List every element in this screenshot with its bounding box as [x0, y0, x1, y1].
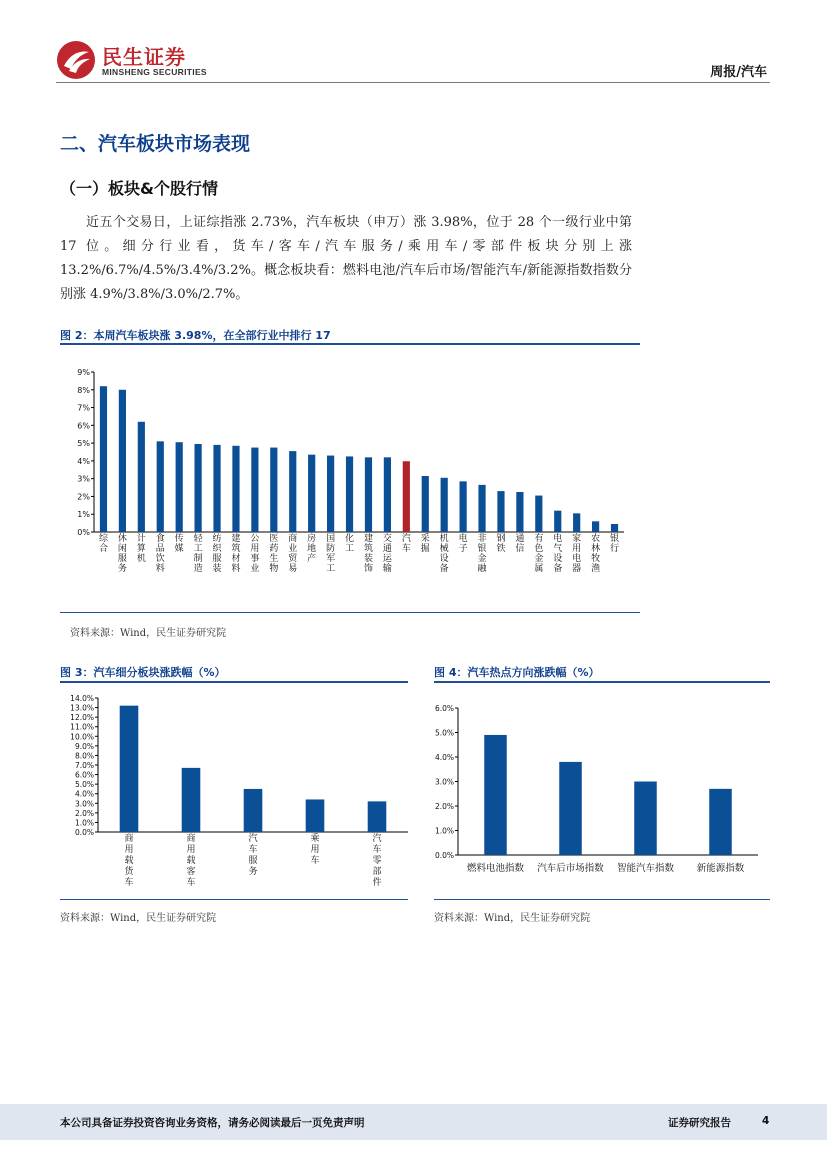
- svg-text:医: 医: [269, 534, 279, 544]
- bar: [709, 789, 732, 855]
- x-tick-label: [372, 832, 381, 888]
- svg-text:车: 车: [186, 878, 196, 888]
- svg-text:房: 房: [307, 534, 317, 544]
- x-tick-label: [610, 532, 619, 554]
- x-tick-label: [478, 532, 488, 574]
- bar: [157, 441, 164, 532]
- svg-text:计: 计: [136, 534, 146, 544]
- bar: [484, 735, 507, 855]
- svg-text:行: 行: [610, 544, 620, 554]
- figure4-top-rule: [434, 681, 770, 683]
- bar: [182, 768, 201, 832]
- svg-text:物: 物: [269, 564, 279, 574]
- svg-text:铁: 铁: [496, 544, 506, 554]
- svg-text:汽: 汽: [248, 834, 258, 844]
- svg-text:电: 电: [553, 534, 563, 544]
- y-tick-label: 2.0%: [434, 802, 454, 811]
- bar: [232, 446, 239, 532]
- svg-text:有: 有: [534, 534, 544, 544]
- x-tick-label: [137, 532, 146, 564]
- bar: [592, 521, 599, 532]
- svg-text:机: 机: [136, 554, 146, 564]
- svg-text:闲: 闲: [117, 544, 127, 554]
- header-divider: [56, 82, 770, 83]
- figure2-source: 资料来源：Wind，民生证券研究院: [70, 628, 227, 639]
- y-tick-label: 2%: [77, 492, 90, 502]
- svg-text:公: 公: [250, 534, 260, 544]
- x-tick-label: [186, 832, 195, 888]
- x-tick-label: [553, 532, 562, 574]
- x-tick-label: [175, 532, 184, 554]
- svg-text:商: 商: [186, 834, 196, 844]
- svg-text:工: 工: [193, 544, 203, 554]
- svg-text:料: 料: [155, 564, 165, 574]
- svg-text:易: 易: [288, 564, 298, 574]
- y-tick-label: 7%: [77, 403, 90, 413]
- svg-text:贸: 贸: [288, 554, 298, 564]
- figure2-top-rule: [60, 343, 640, 345]
- svg-text:载: 载: [186, 856, 196, 866]
- svg-text:食: 食: [155, 534, 165, 544]
- bar: [441, 478, 448, 532]
- bar: [213, 445, 220, 532]
- svg-text:防: 防: [326, 544, 336, 554]
- y-tick-label: 8.0%: [74, 751, 94, 761]
- svg-text:汽: 汽: [372, 834, 382, 844]
- bar: [554, 511, 561, 532]
- svg-text:商: 商: [288, 534, 298, 544]
- svg-text:造: 造: [193, 564, 203, 574]
- x-tick-label: [496, 532, 505, 554]
- svg-text:军: 军: [326, 554, 336, 564]
- bar: [195, 444, 202, 532]
- svg-text:通: 通: [515, 534, 525, 544]
- x-tick-label: [515, 533, 524, 554]
- svg-text:融: 融: [477, 564, 487, 574]
- bar: [535, 496, 542, 532]
- bar: [460, 481, 467, 532]
- x-tick-label: [307, 532, 316, 564]
- bar: [270, 448, 277, 532]
- svg-text:件: 件: [372, 878, 382, 888]
- x-tick-label: [213, 532, 223, 574]
- svg-text:筑: 筑: [231, 544, 241, 554]
- svg-text:部: 部: [372, 867, 382, 877]
- x-tick-label: [402, 532, 411, 554]
- x-tick-label: [288, 532, 298, 574]
- svg-text:子: 子: [458, 544, 468, 554]
- svg-text:运: 运: [382, 554, 392, 564]
- svg-text:备: 备: [553, 564, 563, 574]
- svg-text:产: 产: [307, 554, 317, 564]
- svg-text:纺: 纺: [212, 534, 222, 544]
- svg-text:林: 林: [591, 544, 601, 554]
- x-tick-label: [118, 532, 127, 574]
- x-tick-label: [124, 832, 134, 888]
- bar: [308, 455, 315, 532]
- svg-text:务: 务: [248, 867, 258, 877]
- y-tick-label: 8%: [77, 385, 90, 395]
- y-tick-label: 0.0%: [74, 828, 94, 837]
- svg-text:料: 料: [231, 564, 241, 574]
- svg-text:建: 建: [363, 534, 373, 544]
- svg-text:气: 气: [553, 544, 563, 554]
- svg-text:事: 事: [250, 554, 260, 564]
- bar: [559, 762, 582, 855]
- svg-text:轻: 轻: [193, 534, 203, 544]
- footer-page-number: 4: [762, 1115, 770, 1127]
- svg-text:用: 用: [310, 845, 320, 855]
- x-tick-label: [591, 532, 600, 574]
- section-subtitle: （一）板块&个股行情: [60, 179, 218, 198]
- svg-text:设: 设: [553, 554, 563, 564]
- figure4-bottom-rule: [434, 899, 770, 900]
- svg-text:用: 用: [250, 544, 260, 554]
- figure3-bottom-rule: [60, 899, 408, 900]
- bar: [611, 524, 618, 532]
- svg-text:织: 织: [212, 544, 222, 554]
- bar: [365, 457, 372, 532]
- svg-text:传: 传: [174, 534, 184, 544]
- bar: [119, 390, 126, 532]
- y-tick-label: 6.0%: [74, 770, 94, 780]
- bar: [327, 456, 334, 532]
- bar: [516, 492, 523, 532]
- svg-text:服: 服: [248, 856, 258, 866]
- x-tick-label: [269, 533, 278, 574]
- svg-text:建: 建: [231, 534, 241, 544]
- svg-text:机: 机: [439, 534, 449, 544]
- svg-text:工: 工: [326, 564, 336, 574]
- svg-text:装: 装: [212, 564, 222, 574]
- svg-text:电: 电: [458, 534, 468, 544]
- bar: [422, 476, 429, 532]
- svg-text:制: 制: [193, 554, 203, 564]
- svg-text:汽: 汽: [401, 534, 411, 544]
- svg-text:掘: 掘: [420, 544, 430, 554]
- x-tick-label: [310, 832, 319, 866]
- svg-text:农: 农: [591, 534, 601, 544]
- svg-text:车: 车: [401, 544, 411, 554]
- x-tick-label: [364, 532, 373, 574]
- svg-text:输: 输: [382, 564, 392, 574]
- x-tick-label: [248, 832, 257, 877]
- svg-text:媒: 媒: [174, 544, 184, 554]
- y-tick-label: 5.0%: [74, 780, 94, 790]
- svg-text:药: 药: [269, 544, 279, 554]
- svg-text:械: 械: [439, 544, 449, 554]
- header: [0, 0, 827, 90]
- svg-text:装: 装: [363, 554, 373, 564]
- svg-text:客: 客: [186, 867, 196, 877]
- svg-text:地: 地: [307, 544, 317, 554]
- figure2-chart: [60, 362, 640, 592]
- x-tick-label: [440, 532, 449, 574]
- bar: [306, 799, 325, 832]
- x-tick-label: 汽车后市场指数: [537, 863, 604, 874]
- y-tick-label: 0%: [77, 528, 90, 537]
- report-tag: 周报/汽车: [710, 65, 767, 80]
- bar: [100, 386, 107, 532]
- y-tick-label: 6%: [77, 421, 90, 431]
- x-tick-label: [156, 532, 165, 574]
- svg-text:通: 通: [382, 544, 392, 554]
- y-tick-label: 4%: [77, 456, 90, 466]
- svg-text:色: 色: [534, 544, 544, 554]
- bar: [478, 485, 485, 532]
- svg-text:业: 业: [250, 564, 260, 574]
- svg-text:采: 采: [420, 534, 430, 544]
- svg-text:电: 电: [572, 554, 582, 564]
- section-title: 二、汽车板块市场表现: [60, 133, 251, 155]
- minsheng-logo-icon: [56, 40, 96, 80]
- y-tick-label: 13.0%: [70, 703, 94, 713]
- bar: [289, 451, 296, 532]
- svg-text:算: 算: [136, 544, 146, 554]
- bar: [384, 457, 391, 532]
- y-tick-label: 1.0%: [434, 826, 454, 836]
- y-tick-label: 10.0%: [70, 732, 94, 742]
- svg-text:商: 商: [124, 834, 134, 844]
- y-tick-label: 5.0%: [434, 728, 454, 738]
- x-tick-label: [534, 532, 543, 574]
- svg-text:用: 用: [124, 845, 134, 855]
- svg-text:车: 车: [248, 845, 258, 855]
- footer-disclaimer: 本公司具备证券投资咨询业务资格，请务必阅读最后一页免责声明: [60, 1117, 365, 1129]
- x-tick-label: 智能汽车指数: [616, 863, 675, 874]
- x-tick-label: [194, 532, 204, 574]
- svg-text:金: 金: [534, 554, 544, 564]
- figure4-title: 图 4：汽车热点方向涨跌幅（%）: [434, 666, 600, 679]
- x-tick-label: [572, 532, 581, 574]
- svg-text:休: 休: [117, 534, 127, 544]
- x-tick-label: 新能源指数: [696, 863, 745, 874]
- y-tick-label: 3%: [77, 474, 90, 484]
- svg-text:务: 务: [117, 564, 127, 574]
- x-tick-label: [250, 533, 259, 574]
- svg-text:合: 合: [98, 544, 108, 554]
- section-paragraph: 近五个交易日，上证综指涨 2.73%，汽车板块（申万）涨 3.98%，位于 28 个一级行业中第 17 位。细分行业看，货车/客车/汽车服务/乘用车/零部件板块分别上涨 13.2%/6.7%/4.5%/3.4%/3.2%。概念板块看：燃料电池/汽车后市场/智能汽车/新能源指数指数分别涨 4.9%/3.8%/3.0%/2.7%。: [60, 215, 632, 302]
- x-tick-label: [326, 533, 335, 574]
- figure2-title: 图 2：本周汽车板块涨 3.98%，在全部行业中排行 17: [60, 329, 331, 342]
- x-tick-label: 燃料电池指数: [466, 863, 525, 874]
- svg-text:钢: 钢: [496, 534, 506, 544]
- svg-text:业: 业: [288, 544, 298, 554]
- y-tick-label: 2.0%: [74, 808, 94, 818]
- x-tick-label: [345, 532, 354, 554]
- svg-text:金: 金: [477, 554, 487, 564]
- svg-text:信: 信: [515, 544, 525, 554]
- y-tick-label: 6.0%: [434, 704, 454, 713]
- y-tick-label: 5%: [77, 439, 90, 449]
- svg-text:饮: 饮: [155, 554, 165, 564]
- y-tick-label: 0.0%: [434, 851, 454, 860]
- figure3-source: 资料来源：Wind，民生证券研究院: [60, 913, 217, 924]
- svg-text:化: 化: [345, 534, 355, 544]
- y-tick-label: 4.0%: [74, 789, 94, 799]
- svg-text:工: 工: [345, 544, 355, 554]
- svg-text:器: 器: [572, 564, 582, 574]
- y-tick-label: 11.0%: [70, 722, 94, 732]
- svg-text:生: 生: [269, 554, 279, 564]
- svg-text:用: 用: [572, 544, 582, 554]
- bar: [368, 801, 387, 832]
- figure3-top-rule: [60, 681, 408, 683]
- svg-text:车: 车: [124, 878, 134, 888]
- svg-text:交: 交: [382, 534, 392, 544]
- y-tick-label: 9.0%: [74, 741, 94, 751]
- svg-text:国: 国: [326, 534, 336, 544]
- brand-name-cn: 民生证券: [102, 45, 186, 69]
- y-tick-label: 12.0%: [70, 713, 94, 723]
- svg-text:银: 银: [477, 544, 487, 554]
- svg-text:乘: 乘: [310, 834, 320, 844]
- figure3-chart: [60, 690, 408, 895]
- svg-text:备: 备: [439, 564, 449, 574]
- svg-text:筑: 筑: [363, 544, 373, 554]
- x-tick-label: [421, 532, 430, 554]
- y-tick-label: 3.0%: [434, 777, 454, 787]
- svg-text:银: 银: [610, 534, 620, 544]
- svg-text:属: 属: [534, 564, 544, 574]
- x-tick-label: [459, 532, 468, 554]
- svg-text:车: 车: [310, 856, 320, 866]
- svg-text:服: 服: [117, 554, 127, 564]
- y-tick-label: 1.0%: [74, 818, 94, 828]
- figure4-chart: [420, 696, 770, 886]
- y-tick-label: 7.0%: [74, 761, 94, 770]
- svg-text:零: 零: [372, 856, 382, 866]
- x-tick-label: [231, 532, 240, 574]
- x-tick-label: [383, 532, 393, 574]
- svg-text:家: 家: [572, 534, 582, 544]
- y-tick-label: 9%: [77, 368, 90, 377]
- y-tick-label: 14.0%: [70, 694, 94, 703]
- bar: [346, 456, 353, 532]
- y-tick-label: 3.0%: [74, 799, 94, 809]
- figure2-bottom-rule: [60, 612, 640, 613]
- bar: [120, 706, 139, 832]
- svg-text:设: 设: [439, 554, 449, 564]
- svg-text:综: 综: [98, 534, 108, 544]
- x-tick-label: [99, 532, 109, 554]
- figure3-title: 图 3：汽车细分板块涨跌幅（%）: [60, 666, 226, 679]
- svg-text:车: 车: [372, 845, 382, 855]
- svg-text:材: 材: [231, 554, 241, 564]
- bar: [634, 782, 657, 856]
- y-tick-label: 4.0%: [434, 753, 454, 762]
- svg-text:用: 用: [186, 845, 196, 855]
- bar: [244, 789, 263, 832]
- svg-text:饰: 饰: [363, 564, 373, 574]
- bar: [403, 461, 410, 532]
- y-tick-label: 1%: [77, 510, 90, 520]
- bar: [573, 513, 580, 532]
- svg-text:载: 载: [124, 856, 134, 866]
- figure4-source: 资料来源：Wind，民生证券研究院: [434, 913, 591, 924]
- footer-report-type: 证券研究报告: [668, 1117, 731, 1129]
- svg-text:品: 品: [155, 544, 165, 554]
- brand-name-en: MINSHENG SECURITIES: [102, 67, 207, 77]
- bar: [251, 448, 258, 532]
- bar: [497, 491, 504, 532]
- svg-text:牧: 牧: [591, 554, 601, 564]
- bar: [138, 422, 145, 532]
- bar: [176, 442, 183, 532]
- svg-text:服: 服: [212, 554, 222, 564]
- svg-text:非: 非: [477, 534, 487, 544]
- svg-text:货: 货: [124, 867, 134, 877]
- svg-text:渔: 渔: [591, 564, 601, 574]
